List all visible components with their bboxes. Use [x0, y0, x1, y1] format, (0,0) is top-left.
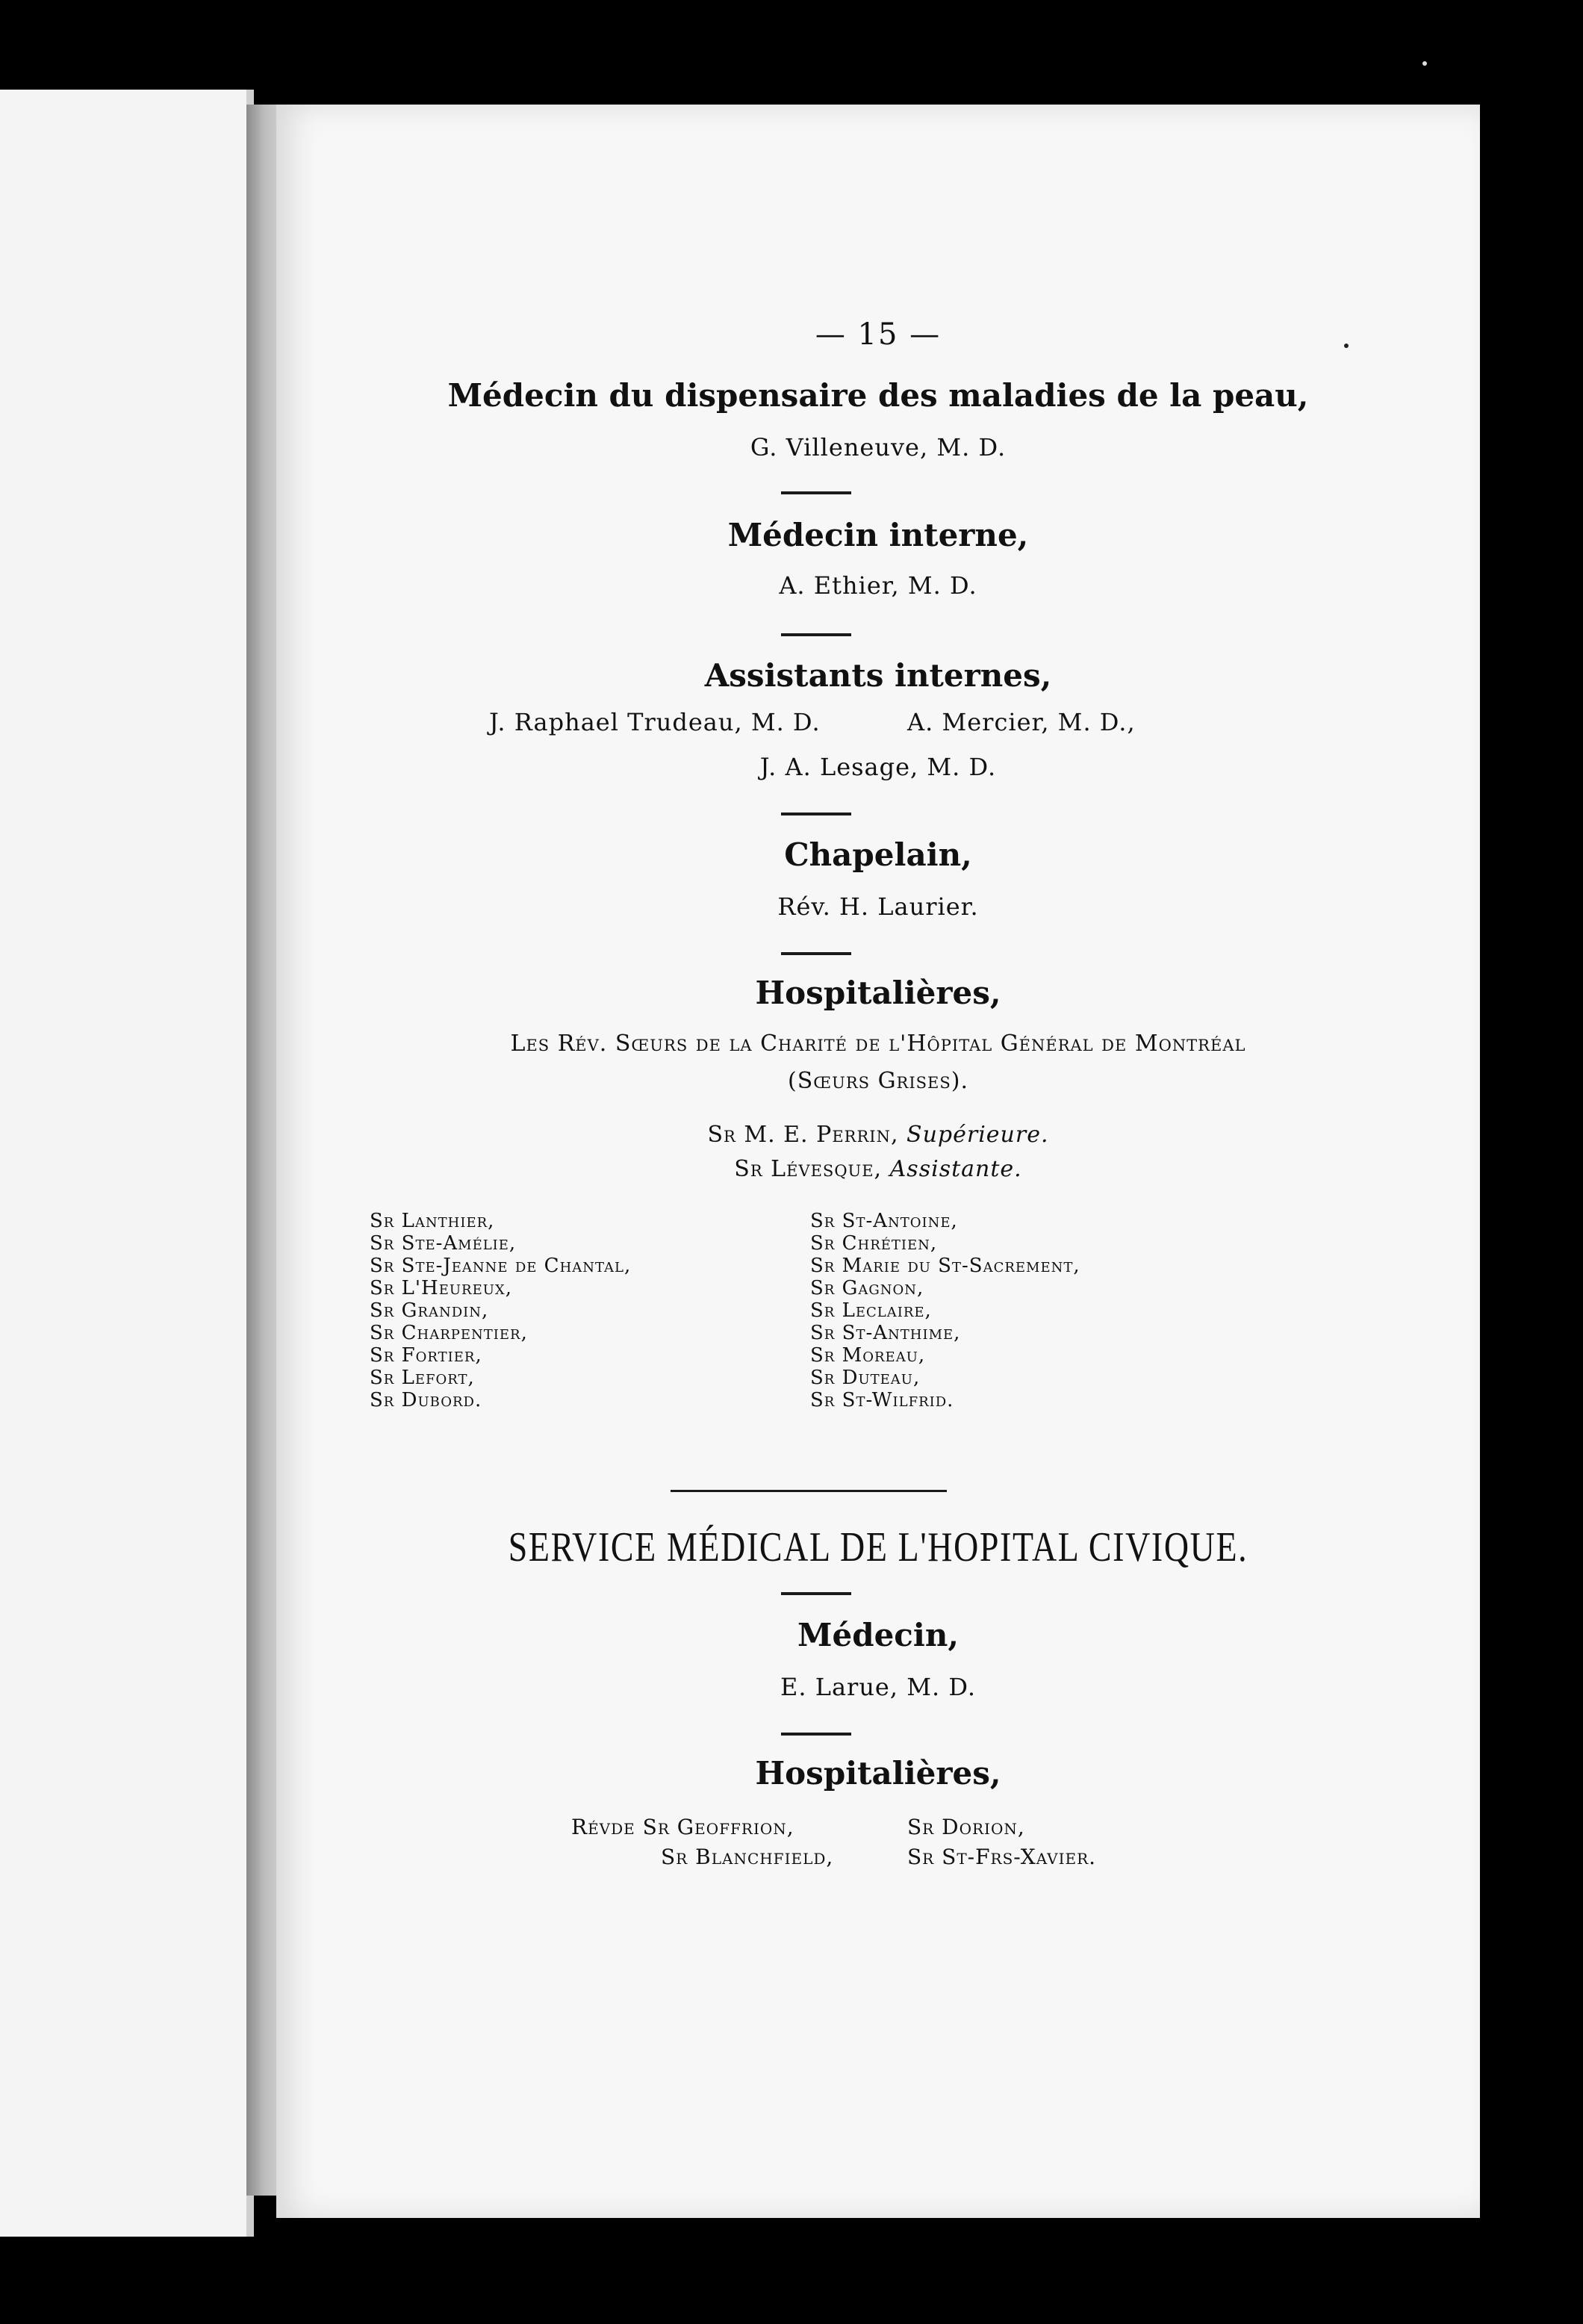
separator-rule [781, 1733, 851, 1736]
assistant-title: Assistante. [889, 1156, 1022, 1182]
civic-hospitalieres-heading: Hospitalières, [755, 1755, 1001, 1792]
civic-sister-row1-left: Révde Sr Geoffrion, [571, 1815, 794, 1839]
section-divider-rule [671, 1490, 947, 1492]
chaplain-heading: Chapelain, [784, 836, 972, 873]
separator-rule [781, 491, 851, 494]
list-item: Sr Marie du St-Sacrement, [810, 1255, 1080, 1277]
internal-physician-heading: Médecin interne, [727, 517, 1029, 553]
page-number: — 15 — [815, 317, 942, 352]
list-item: Sr Duteau, [810, 1367, 921, 1389]
list-item: Sr Grandin, [370, 1299, 489, 1322]
list-item: Sr Leclaire, [810, 1299, 932, 1322]
separator-rule [781, 952, 851, 955]
list-item: Sr L'Heureux, [370, 1277, 512, 1299]
list-item: Sr Chrétien, [810, 1232, 938, 1255]
separator-rule [781, 1592, 851, 1595]
list-item: Sr St-Wilfrid. [810, 1389, 954, 1411]
civic-physician-heading: Médecin, [797, 1617, 959, 1653]
assistant-intern-1: J. Raphael Trudeau, M. D. [489, 708, 821, 736]
assistant-intern-3: J. A. Lesage, M. D. [759, 753, 997, 781]
civic-physician-name: E. Larue, M. D. [780, 1673, 976, 1701]
list-item: Sr Ste-Amélie, [370, 1232, 517, 1255]
list-item: Sr Ste-Jeanne de Chantal, [370, 1255, 632, 1277]
list-item: Sr Moreau, [810, 1344, 926, 1367]
list-item: Sr Dubord. [370, 1389, 482, 1411]
skin-dispensary-heading: Médecin du dispensaire des maladies de la peau, [447, 377, 1309, 414]
list-item: Sr Lefort, [370, 1367, 475, 1389]
list-item: Sr Charpentier, [370, 1322, 528, 1344]
chaplain-name: Rév. H. Laurier. [777, 892, 979, 921]
scan-speck [1422, 61, 1427, 66]
civic-sister-row1-right: Sr Dorion, [907, 1815, 1025, 1839]
assistant-line [276, 1156, 1480, 1182]
hospitalieres-heading: Hospitalières, [755, 975, 1001, 1011]
scan-speck [1344, 344, 1349, 348]
civic-sister-row2-right: Sr St-Frs-Xavier. [907, 1845, 1097, 1869]
civic-sister-row2-left: Sr Blanchfield, [661, 1845, 834, 1869]
sisters-right-column [810, 1210, 1080, 1411]
civic-service-title: SERVICE MÉDICAL DE L'HOPITAL CIVIQUE. [508, 1524, 1248, 1570]
superior-line [276, 1122, 1480, 1148]
assistant-intern-2: A. Mercier, M. D., [907, 708, 1136, 736]
internal-physician-name: A. Ethier, M. D. [779, 571, 977, 600]
assistant-name: Sr Lévesque, [734, 1156, 883, 1182]
list-item: Sr Gagnon, [810, 1277, 924, 1299]
list-item: Sr St-Antoine, [810, 1210, 958, 1232]
list-item: Sr St-Anthime, [810, 1322, 961, 1344]
assistant-interns-heading: Assistants internes, [704, 657, 1052, 694]
separator-rule [781, 813, 851, 815]
skin-dispensary-name: G. Villeneuve, M. D. [750, 433, 1007, 462]
left-page-edge [0, 90, 254, 2237]
sisters-left-column [370, 1210, 631, 1411]
hospitalieres-order-subline: (Sœurs Grises). [788, 1068, 968, 1094]
list-item: Sr Lanthier, [370, 1210, 495, 1232]
superior-title: Supérieure. [906, 1122, 1049, 1148]
list-item: Sr Fortier, [370, 1344, 482, 1367]
separator-rule [781, 633, 851, 636]
document-page [276, 105, 1480, 2218]
hospitalieres-order-line: Les Rév. Sœurs de la Charité de l'Hôpital Général de Montréal [510, 1031, 1246, 1057]
superior-name: Sr M. E. Perrin, [707, 1122, 899, 1148]
